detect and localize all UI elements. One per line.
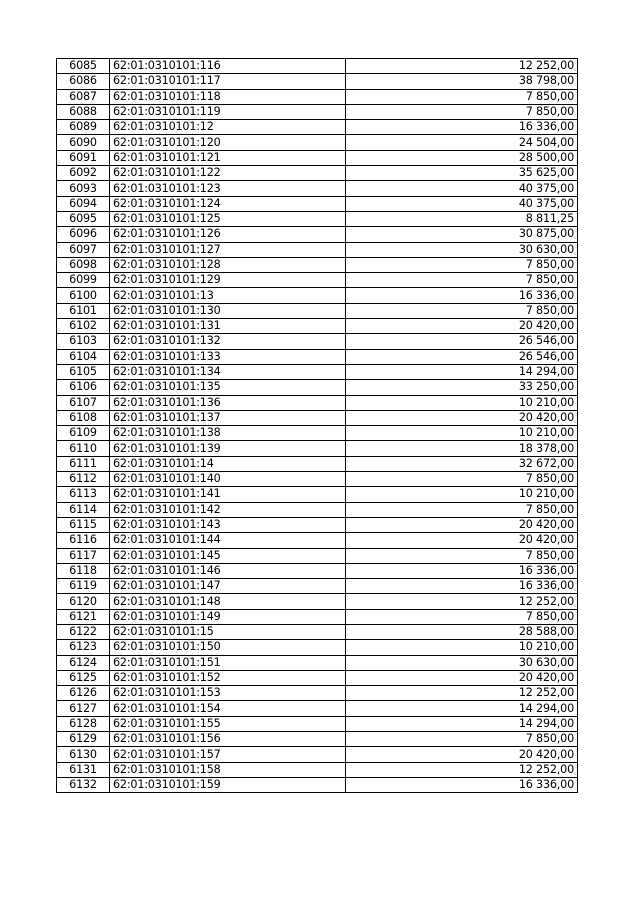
row-number: 6091 [57, 150, 110, 165]
table-row [57, 624, 578, 639]
cadastral-number: 62:01:0310101:147 [110, 579, 346, 594]
cadastral-value: 20 420,00 [346, 319, 578, 334]
cadastral-value-table [56, 58, 578, 793]
row-number: 6104 [57, 349, 110, 364]
row-number: 6128 [57, 716, 110, 731]
row-number: 6111 [57, 456, 110, 471]
cadastral-number: 62:01:0310101:151 [110, 655, 346, 670]
table-row [57, 181, 578, 196]
cadastral-number: 62:01:0310101:136 [110, 395, 346, 410]
cadastral-value: 30 875,00 [346, 227, 578, 242]
cadastral-value: 12 252,00 [346, 686, 578, 701]
row-number: 6120 [57, 594, 110, 609]
cadastral-value: 7 850,00 [346, 104, 578, 119]
row-number: 6116 [57, 533, 110, 548]
row-number: 6121 [57, 609, 110, 624]
cadastral-value: 33 250,00 [346, 380, 578, 395]
cadastral-value: 18 378,00 [346, 441, 578, 456]
table-row [57, 273, 578, 288]
table-row [57, 227, 578, 242]
table-row [57, 303, 578, 318]
table-row [57, 487, 578, 502]
cadastral-value: 32 672,00 [346, 456, 578, 471]
table-row [57, 533, 578, 548]
row-number: 6098 [57, 257, 110, 272]
row-number: 6115 [57, 517, 110, 532]
cadastral-value: 7 850,00 [346, 89, 578, 104]
row-number: 6122 [57, 624, 110, 639]
table-row [57, 762, 578, 777]
table-row [57, 349, 578, 364]
cadastral-number: 62:01:0310101:120 [110, 135, 346, 150]
table-row [57, 502, 578, 517]
table-row [57, 364, 578, 379]
cadastral-number: 62:01:0310101:135 [110, 380, 346, 395]
table-row [57, 747, 578, 762]
cadastral-value: 20 420,00 [346, 517, 578, 532]
table-row [57, 288, 578, 303]
row-number: 6087 [57, 89, 110, 104]
table-row [57, 410, 578, 425]
cadastral-number: 62:01:0310101:117 [110, 74, 346, 89]
row-number: 6130 [57, 747, 110, 762]
cadastral-number: 62:01:0310101:159 [110, 777, 346, 792]
table-row [57, 640, 578, 655]
cadastral-number: 62:01:0310101:122 [110, 166, 346, 181]
cadastral-value: 10 210,00 [346, 395, 578, 410]
cadastral-value: 35 625,00 [346, 166, 578, 181]
cadastral-value: 20 420,00 [346, 410, 578, 425]
row-number: 6125 [57, 670, 110, 685]
cadastral-number: 62:01:0310101:129 [110, 273, 346, 288]
table-row [57, 701, 578, 716]
cadastral-number: 62:01:0310101:156 [110, 732, 346, 747]
cadastral-value: 12 252,00 [346, 594, 578, 609]
table-row [57, 104, 578, 119]
cadastral-number: 62:01:0310101:142 [110, 502, 346, 517]
cadastral-value: 14 294,00 [346, 364, 578, 379]
table-row [57, 655, 578, 670]
cadastral-number: 62:01:0310101:140 [110, 472, 346, 487]
row-number: 6094 [57, 196, 110, 211]
cadastral-value: 14 294,00 [346, 701, 578, 716]
table-row [57, 563, 578, 578]
row-number: 6132 [57, 777, 110, 792]
table-row [57, 395, 578, 410]
table-row [57, 716, 578, 731]
table-row [57, 777, 578, 792]
cadastral-number: 62:01:0310101:153 [110, 686, 346, 701]
table-row [57, 74, 578, 89]
cadastral-value: 7 850,00 [346, 502, 578, 517]
table-row [57, 89, 578, 104]
row-number: 6086 [57, 74, 110, 89]
row-number: 6117 [57, 548, 110, 563]
row-number: 6102 [57, 319, 110, 334]
cadastral-value: 40 375,00 [346, 181, 578, 196]
cadastral-value: 26 546,00 [346, 349, 578, 364]
row-number: 6095 [57, 211, 110, 226]
row-number: 6113 [57, 487, 110, 502]
row-number: 6088 [57, 104, 110, 119]
row-number: 6093 [57, 181, 110, 196]
row-number: 6092 [57, 166, 110, 181]
table-row [57, 670, 578, 685]
cadastral-number: 62:01:0310101:146 [110, 563, 346, 578]
cadastral-value: 20 420,00 [346, 670, 578, 685]
row-number: 6112 [57, 472, 110, 487]
table-row [57, 517, 578, 532]
row-number: 6085 [57, 59, 110, 74]
row-number: 6129 [57, 732, 110, 747]
cadastral-value: 7 850,00 [346, 609, 578, 624]
cadastral-value: 7 850,00 [346, 273, 578, 288]
row-number: 6101 [57, 303, 110, 318]
cadastral-number: 62:01:0310101:134 [110, 364, 346, 379]
row-number: 6124 [57, 655, 110, 670]
cadastral-value: 16 336,00 [346, 563, 578, 578]
row-number: 6114 [57, 502, 110, 517]
row-number: 6097 [57, 242, 110, 257]
table-row [57, 257, 578, 272]
cadastral-value: 7 850,00 [346, 548, 578, 563]
cadastral-value: 28 500,00 [346, 150, 578, 165]
cadastral-number: 62:01:0310101:152 [110, 670, 346, 685]
row-number: 6127 [57, 701, 110, 716]
cadastral-number: 62:01:0310101:139 [110, 441, 346, 456]
cadastral-number: 62:01:0310101:149 [110, 609, 346, 624]
cadastral-number: 62:01:0310101:155 [110, 716, 346, 731]
table-row [57, 732, 578, 747]
cadastral-value: 7 850,00 [346, 732, 578, 747]
row-number: 6119 [57, 579, 110, 594]
row-number: 6089 [57, 120, 110, 135]
row-number: 6126 [57, 686, 110, 701]
table-row [57, 579, 578, 594]
row-number: 6103 [57, 334, 110, 349]
table-row [57, 59, 578, 74]
row-number: 6123 [57, 640, 110, 655]
cadastral-number: 62:01:0310101:127 [110, 242, 346, 257]
cadastral-value: 20 420,00 [346, 747, 578, 762]
row-number: 6107 [57, 395, 110, 410]
cadastral-value: 24 504,00 [346, 135, 578, 150]
cadastral-number: 62:01:0310101:123 [110, 181, 346, 196]
cadastral-value: 8 811,25 [346, 211, 578, 226]
cadastral-value: 30 630,00 [346, 242, 578, 257]
cadastral-value: 10 210,00 [346, 640, 578, 655]
cadastral-value: 26 546,00 [346, 334, 578, 349]
cadastral-number: 62:01:0310101:119 [110, 104, 346, 119]
cadastral-number: 62:01:0310101:125 [110, 211, 346, 226]
cadastral-number: 62:01:0310101:132 [110, 334, 346, 349]
table-row [57, 120, 578, 135]
table-row [57, 426, 578, 441]
cadastral-number: 62:01:0310101:130 [110, 303, 346, 318]
cadastral-value: 7 850,00 [346, 303, 578, 318]
cadastral-number: 62:01:0310101:124 [110, 196, 346, 211]
cadastral-number: 62:01:0310101:131 [110, 319, 346, 334]
row-number: 6090 [57, 135, 110, 150]
table-row [57, 548, 578, 563]
cadastral-number: 62:01:0310101:128 [110, 257, 346, 272]
row-number: 6109 [57, 426, 110, 441]
table-row [57, 472, 578, 487]
cadastral-number: 62:01:0310101:144 [110, 533, 346, 548]
cadastral-value: 12 252,00 [346, 59, 578, 74]
cadastral-number: 62:01:0310101:143 [110, 517, 346, 532]
cadastral-value: 16 336,00 [346, 579, 578, 594]
cadastral-number: 62:01:0310101:138 [110, 426, 346, 441]
cadastral-number: 62:01:0310101:145 [110, 548, 346, 563]
table-row [57, 211, 578, 226]
row-number: 6096 [57, 227, 110, 242]
cadastral-number: 62:01:0310101:121 [110, 150, 346, 165]
row-number: 6106 [57, 380, 110, 395]
row-number: 6100 [57, 288, 110, 303]
table-row [57, 319, 578, 334]
table-row [57, 150, 578, 165]
cadastral-value: 30 630,00 [346, 655, 578, 670]
cadastral-number: 62:01:0310101:157 [110, 747, 346, 762]
cadastral-value: 20 420,00 [346, 533, 578, 548]
row-number: 6108 [57, 410, 110, 425]
table-body [57, 59, 578, 793]
cadastral-number: 62:01:0310101:15 [110, 624, 346, 639]
cadastral-number: 62:01:0310101:116 [110, 59, 346, 74]
cadastral-number: 62:01:0310101:148 [110, 594, 346, 609]
table-row [57, 166, 578, 181]
cadastral-number: 62:01:0310101:118 [110, 89, 346, 104]
table-row [57, 196, 578, 211]
row-number: 6099 [57, 273, 110, 288]
cadastral-value: 10 210,00 [346, 487, 578, 502]
cadastral-value: 28 588,00 [346, 624, 578, 639]
cadastral-value: 16 336,00 [346, 777, 578, 792]
cadastral-value: 10 210,00 [346, 426, 578, 441]
cadastral-number: 62:01:0310101:141 [110, 487, 346, 502]
cadastral-number: 62:01:0310101:158 [110, 762, 346, 777]
cadastral-value: 7 850,00 [346, 257, 578, 272]
table-row [57, 334, 578, 349]
table-row [57, 135, 578, 150]
table-row [57, 686, 578, 701]
cadastral-number: 62:01:0310101:133 [110, 349, 346, 364]
table-row [57, 594, 578, 609]
row-number: 6118 [57, 563, 110, 578]
cadastral-value: 16 336,00 [346, 288, 578, 303]
row-number: 6110 [57, 441, 110, 456]
cadastral-value: 7 850,00 [346, 472, 578, 487]
cadastral-number: 62:01:0310101:150 [110, 640, 346, 655]
table-row [57, 441, 578, 456]
cadastral-value: 14 294,00 [346, 716, 578, 731]
cadastral-number: 62:01:0310101:13 [110, 288, 346, 303]
cadastral-value: 16 336,00 [346, 120, 578, 135]
table-row [57, 242, 578, 257]
table-row [57, 456, 578, 471]
cadastral-number: 62:01:0310101:126 [110, 227, 346, 242]
table-row [57, 609, 578, 624]
table-row [57, 380, 578, 395]
cadastral-value: 40 375,00 [346, 196, 578, 211]
cadastral-value: 12 252,00 [346, 762, 578, 777]
cadastral-number: 62:01:0310101:14 [110, 456, 346, 471]
cadastral-number: 62:01:0310101:154 [110, 701, 346, 716]
cadastral-number: 62:01:0310101:137 [110, 410, 346, 425]
cadastral-number: 62:01:0310101:12 [110, 120, 346, 135]
row-number: 6105 [57, 364, 110, 379]
row-number: 6131 [57, 762, 110, 777]
cadastral-value: 38 798,00 [346, 74, 578, 89]
